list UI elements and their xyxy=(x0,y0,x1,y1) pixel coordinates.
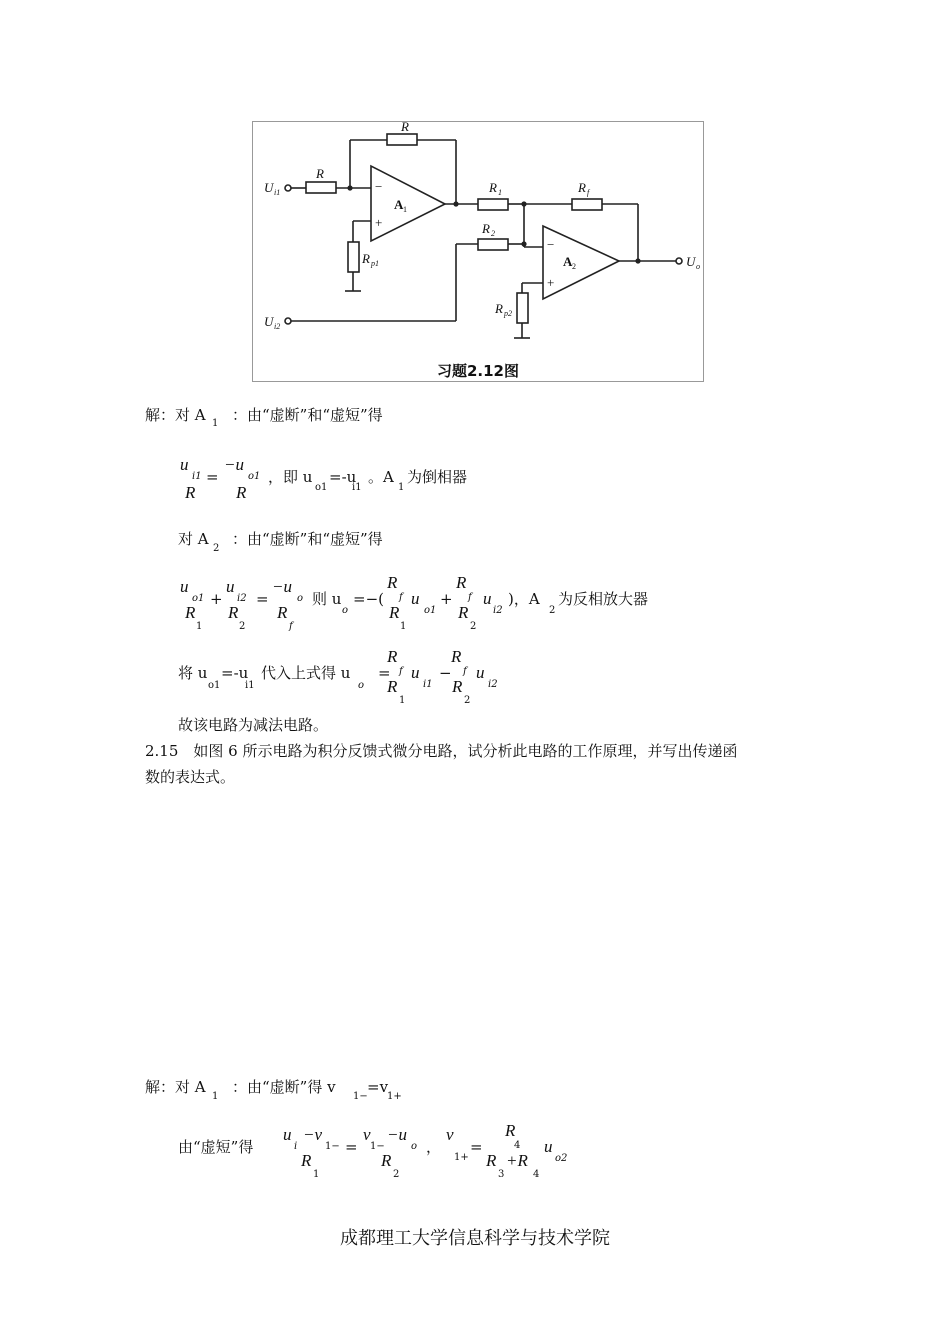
label-ui1-sub: i1 xyxy=(274,188,281,197)
label-uo-sub: o xyxy=(696,262,700,271)
svg-text:f: f xyxy=(587,188,590,197)
sol2-line1: 解：对 A xyxy=(145,1078,206,1096)
a2-minus: − xyxy=(547,237,555,252)
label-rf: R xyxy=(578,180,586,195)
sol1-conclusion: 故该电路为减法电路。 xyxy=(178,716,329,734)
junction-dot xyxy=(453,201,458,206)
label-r-in: R xyxy=(316,166,324,181)
sol1-line1: 解：对 A xyxy=(145,406,206,424)
junction-dot xyxy=(521,201,526,206)
label-rp2: R xyxy=(495,301,503,316)
svg-text:p2: p2 xyxy=(504,309,512,318)
label-ui2-sub: i2 xyxy=(274,322,281,331)
figure-border xyxy=(253,122,704,382)
page-footer: 成都理工大学信息科学与技术学院 xyxy=(340,1228,610,1249)
circuit-diagram xyxy=(252,121,704,382)
q215-line1: 2.15 如图 6 所示电路为积分反馈式微分电路，试分析此电路的工作原理，并写出传递函 xyxy=(145,742,738,760)
label-uo: U xyxy=(686,254,696,269)
eq1: u xyxy=(180,455,189,474)
label-r1: R xyxy=(489,180,497,195)
label-a2: A xyxy=(563,254,573,269)
svg-text:2: 2 xyxy=(572,262,576,271)
a1-plus: + xyxy=(375,215,383,230)
sol2-line2: 由“虚短”得 xyxy=(178,1138,254,1156)
svg-text:1: 1 xyxy=(498,188,502,197)
junction-dot xyxy=(521,241,526,246)
q215-line2: 数的表达式。 xyxy=(145,768,236,786)
svg-text:1: 1 xyxy=(403,205,407,214)
label-r2: R xyxy=(482,221,490,236)
junction-dot xyxy=(347,185,352,190)
label-a1: A xyxy=(394,197,404,212)
a2-plus: + xyxy=(547,275,555,290)
eq3: 将 u xyxy=(178,664,208,682)
junction-dot xyxy=(635,258,640,263)
sol1-line3: 对 A xyxy=(178,530,209,548)
label-rp1: R xyxy=(362,251,370,266)
eq2: u xyxy=(180,577,189,596)
label-ui1: U xyxy=(264,180,274,195)
svg-text:p1: p1 xyxy=(371,259,379,268)
svg-text:2: 2 xyxy=(491,229,495,238)
a1-minus: − xyxy=(375,179,383,194)
circuit-figure xyxy=(252,121,704,382)
figure-caption: 习题2.12图 xyxy=(436,362,520,380)
label-r-top: R xyxy=(401,121,409,134)
label-ui2: U xyxy=(264,314,274,329)
